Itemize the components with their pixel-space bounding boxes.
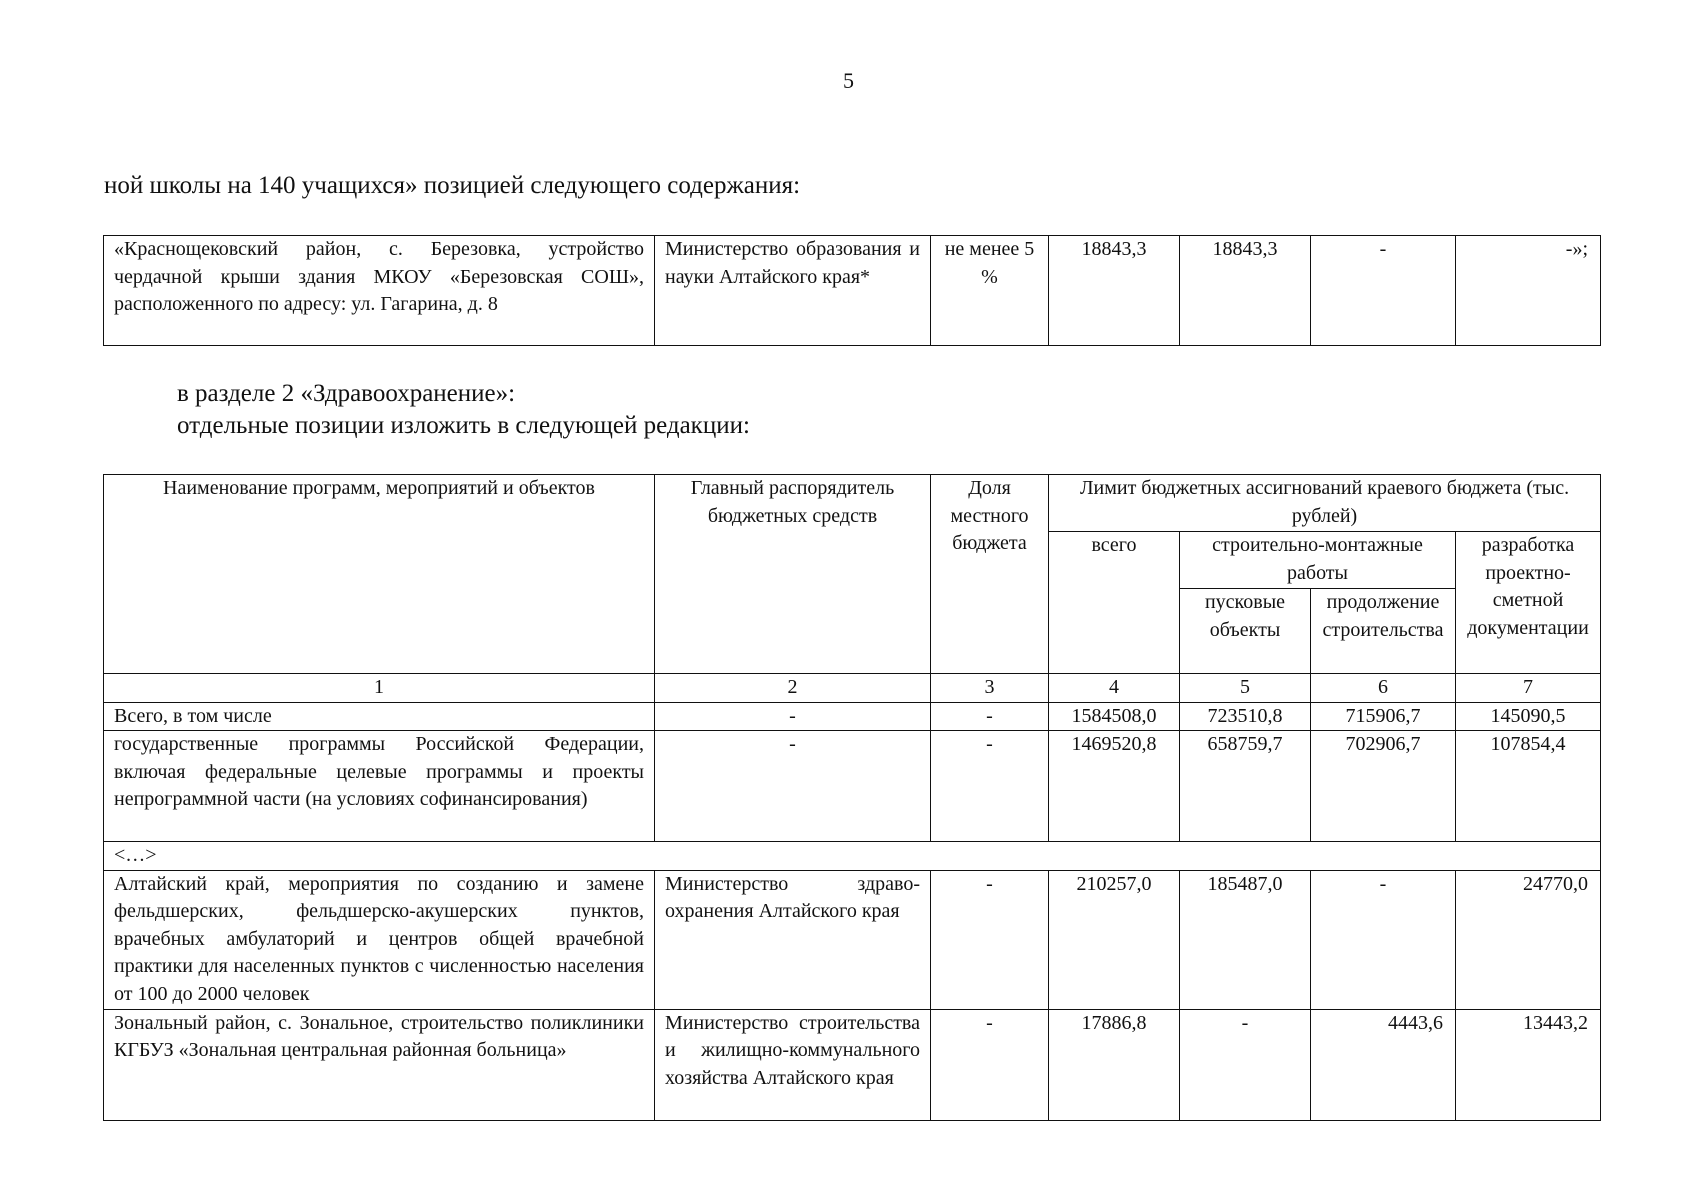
row-design: 145090,5 (1456, 702, 1601, 731)
intro-text: ной школы на 140 учащихся» позицией следующего содержания: (104, 172, 801, 199)
header-total: всего (1049, 532, 1180, 674)
row-ministry: Министерство здравоохранения Алтайского края (655, 870, 931, 1009)
row-design: 24770,0 (1456, 870, 1601, 1009)
row-name: Зональный район, с. Зональное, строительство поликлиники КГБУЗ «Зональная центральная районная больница» (104, 1009, 655, 1120)
column-number: 4 (1049, 674, 1180, 703)
row-continue: 4443,6 (1311, 1009, 1456, 1120)
header-construction: строительно-монтажные работы (1180, 532, 1456, 589)
total-cell: 18843,3 (1049, 236, 1180, 346)
section-heading: в разделе 2 «Здравоохранение»: (177, 380, 516, 407)
ellipsis-row: <…> (104, 842, 1601, 871)
row-total: 1469520,8 (1049, 731, 1180, 842)
row-continue: - (1311, 870, 1456, 1009)
table-row (104, 870, 1601, 1009)
row-total: 17886,8 (1049, 1009, 1180, 1120)
header-continue: продолжение строительства (1311, 589, 1456, 674)
row-total: 1584508,0 (1049, 702, 1180, 731)
column-number: 1 (104, 674, 655, 703)
column-number: 5 (1180, 674, 1311, 703)
share-cell: не менее 5 % (931, 236, 1049, 346)
row-name: Всего, в том числе (104, 702, 655, 731)
row-share: - (931, 1009, 1049, 1120)
row-share: - (931, 702, 1049, 731)
row-design: 13443,2 (1456, 1009, 1601, 1120)
header-share: Доля местного бюджета (931, 475, 1049, 674)
first-table (103, 235, 1601, 346)
row-launch: 658759,7 (1180, 731, 1311, 842)
ministry-cell: Министерство образования и науки Алтайского края* (655, 236, 931, 346)
row-total: 210257,0 (1049, 870, 1180, 1009)
main-table (103, 474, 1601, 1121)
launch-cell: 18843,3 (1180, 236, 1311, 346)
row-launch: 723510,8 (1180, 702, 1311, 731)
row-share: - (931, 870, 1049, 1009)
section-subheading: отдельные позиции изложить в следующей редакции: (177, 412, 750, 439)
row-design: 107854,4 (1456, 731, 1601, 842)
column-number: 7 (1456, 674, 1601, 703)
header-row (104, 475, 1601, 532)
row-share: - (931, 731, 1049, 842)
column-number: 2 (655, 674, 931, 703)
table-row (104, 842, 1601, 871)
page-number: 5 (843, 68, 854, 93)
table-row (104, 236, 1601, 346)
header-name: Наименование программ, мероприятий и объектов (104, 475, 655, 674)
row-name: Алтайский край, мероприятия по созданию и замене фельдшерских, фельдшерско-акушерских пунктов, врачебных амбулаторий и центров общей врачебной практики для населенных пунктов с численностью населения от 100 до 2000 человек (104, 870, 655, 1009)
header-limit: Лимит бюджетных ассигнований краевого бюджета (тыс. рублей) (1049, 475, 1601, 532)
header-launch: пусковые объекты (1180, 589, 1311, 674)
column-number: 6 (1311, 674, 1456, 703)
column-number: 3 (931, 674, 1049, 703)
header-design: разработка проектно-сметной документации (1456, 532, 1601, 674)
header-ministry: Главный распорядитель бюджетных средств (655, 475, 931, 674)
object-name-cell: «Краснощековский район, с. Березовка, устройство чердачной крыши здания МКОУ «Березовская СОШ», расположенного по адресу: ул. Гагарина, д. 8 (104, 236, 655, 346)
table-row (104, 1009, 1601, 1120)
row-launch: 185487,0 (1180, 870, 1311, 1009)
row-ministry: - (655, 731, 931, 842)
row-launch: - (1180, 1009, 1311, 1120)
design-cell: -»; (1456, 236, 1601, 346)
table-row (104, 731, 1601, 842)
row-ministry: - (655, 702, 931, 731)
row-continue: 715906,7 (1311, 702, 1456, 731)
column-numbers-row (104, 674, 1601, 703)
row-continue: 702906,7 (1311, 731, 1456, 842)
continue-cell: - (1311, 236, 1456, 346)
table-row (104, 702, 1601, 731)
row-name: государственные программы Российской Федерации, включая федеральные целевые программы и проекты непрограммной части (на условиях софинансирования) (104, 731, 655, 842)
row-ministry: Министерство строительства и жилищно-коммунального хозяйства Алтайского края (655, 1009, 931, 1120)
